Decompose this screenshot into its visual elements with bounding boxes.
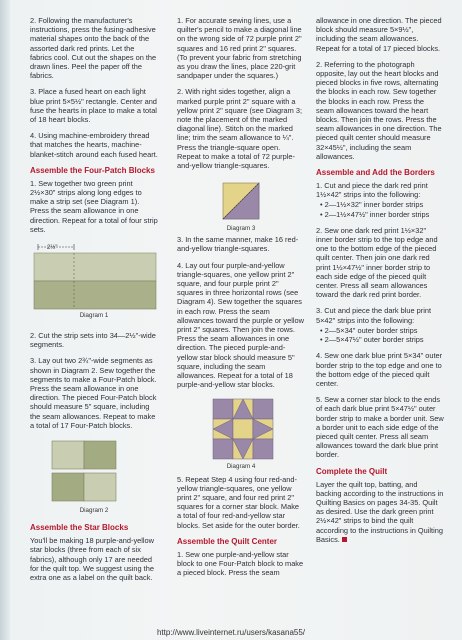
- column-middle: [177, 16, 305, 584]
- borders-step-1-item-1: • 2—1½×32" inner border strips: [320, 200, 424, 210]
- borders-step-1: 1. Cut and piece the dark red print 1½×42" strips into the following:: [316, 181, 428, 200]
- diagram-2: [30, 437, 158, 517]
- diagram-4-illustration: [177, 397, 305, 463]
- diagram-2-illustration: [30, 437, 158, 507]
- four-patch-step-3: 3. Lay out two 2¾"-wide segments as shown in Diagram 2. Sew together the segments to make a Four-Patch block. Press the seam allowance in one direction. The pieced Four-Patch block should measure 5" square, including the seam allowances. Repeat to make a total of 17 Four-Patch blocks.: [30, 356, 157, 430]
- star-step-3: 3. In the same manner, make 16 red-and-yellow triangle-squares.: [177, 235, 299, 254]
- heading-star-blocks: Assemble the Star Blocks: [30, 523, 129, 533]
- borders-step-2: 2. Sew one dark red print 1½×32" inner border strip to the top edge and one to the bottom edge of the pieced quilt center. Then join one dark red print 1½×47½" inner border strip to each side edge of the pieced quilt center. Press all seam allowances toward the dark red print border.: [316, 225, 438, 300]
- step-4-text: 4. Using machine-embroidery thread that matches the hearts, machine-blanket-stitch around each fused heart.: [30, 131, 158, 159]
- end-of-article-mark: [342, 537, 347, 542]
- star-step-4: 4. Lay out four purple-and-yellow triangle-squares, one yellow print 2" square, and four purple print 2" squares in three horizontal rows (see Diagram 4). Sew together the squares in each row. Press the seam allowances toward the purple or yellow print 2" squares. Then join the rows. Press the seam allowances in one direction. The pieced purple-and-yellow star block should measure 5" square, including the seam allowances. Repeat for a total of 18 purple-and-yellow star blocks.: [177, 260, 304, 390]
- diagram-3-caption: Diagram 3: [226, 225, 256, 233]
- star-step-5: 5. Repeat Step 4 using four red-and-yellow triangle-squares, one yellow print 2" square, and four red print 2" squares for a corner star block. Make a total of four red-and-yellow star blocks. Set aside for the outer border.: [177, 474, 300, 530]
- borders-step-3-item-2: • 2—5×47½" outer border strips: [320, 335, 424, 345]
- center-step-1-continued: allowance in one direction. The pieced block should measure 5×9½", including the seam allowances. Repeat for a total of 17 pieced blocks.: [316, 16, 442, 53]
- heading-quilt-center: Assemble the Quilt Center: [177, 536, 278, 546]
- step-2-text: 2. Following the manufacturer's instructions, press the fusing-adhesive material shapes onto the back of the assorted dark red prints. Let the fabrics cool. Cut out the shapes on the drawn lines. Peel the paper off the fabrics.: [30, 16, 157, 81]
- heading-borders: Assemble and Add the Borders: [316, 168, 435, 178]
- column-right: [316, 16, 444, 544]
- center-step-1: 1. Sew one purple-and-yellow star block to one Four-Patch block to make a pieced block. Press the seam: [177, 549, 304, 578]
- diagram-1-caption: Diagram 1: [79, 312, 109, 320]
- borders-step-3: 3. Cut and piece the dark blue print 5×42" strips into the following:: [316, 306, 432, 325]
- diagram-1-dimension: 2½": [47, 245, 58, 252]
- page-gutter-shadow: [0, 0, 10, 640]
- diagram-1: [30, 241, 158, 331]
- diagram-1-illustration: [30, 241, 158, 321]
- diagram-3-illustration: [177, 177, 305, 225]
- diagram-4: [177, 397, 305, 475]
- borders-step-5: 5. Sew a corner star block to the ends of each dark blue print 5×47½" outer border strip to make a border unit. Sew a border unit to each side edge of the pieced quilt center. Press all seam allowances toward the dark blue print border.: [316, 395, 444, 460]
- diagram-4-caption: Diagram 4: [226, 462, 256, 470]
- diagram-2-caption: Diagram 2: [79, 507, 109, 515]
- borders-step-4: 4. Sew one dark blue print 5×34" outer border strip to the top edge and one to the bottom edge of the pieced quilt center.: [316, 351, 443, 388]
- borders-step-3-item-1: • 2—5×34" outer border strips: [320, 325, 418, 335]
- star-blocks-intro: You'll be making 18 purple-and-yellow star blocks (three from each of six fabrics), although only 17 are needed for the quilt top. We suggest using the extra one as a label on the quilt back.: [30, 536, 154, 582]
- heading-complete-quilt: Complete the Quilt: [316, 466, 388, 476]
- four-patch-step-2: 2. Cut the strip sets into 34—2½"-wide segments.: [30, 331, 156, 350]
- source-watermark: http://www.liveinternet.ru/users/kasana55/: [156, 628, 306, 637]
- complete-quilt-text: [316, 480, 444, 544]
- borders-step-1-item-2: • 2—1½×47½" inner border strips: [320, 209, 430, 219]
- four-patch-step-1: 1. Sew together two green print 2½×30" strips along long edges to make a strip set (see Diagram 1). Press the seam allowance in one direction. Repeat for a total of four strip sets.: [30, 178, 158, 234]
- center-step-2: 2. Referring to the photograph opposite, lay out the heart blocks and pieced blocks in five rows, alternating the blocks in each row. Sew together the blocks in each row. Press the seam allowances toward the heart blocks. Then join the rows. Press the seam allowances in one direction. The pieced quilt center should measure 32×45½", including the seam allowances.: [316, 59, 442, 161]
- column-left: [30, 16, 158, 589]
- step-3-text: 3. Place a fused heart on each light blue print 5×5½" rectangle. Center and fuse the hearts in place to make a total of 18 heart blocks.: [30, 87, 157, 125]
- star-step-1: 1. For accurate sewing lines, use a quilter's pencil to make a diagonal line on the wrong side of 72 purple print 2" squares and 16 red print 2" squares. (To prevent your fabric from stretching as you draw the lines, place 220-grit sandpaper under the squares.): [177, 16, 302, 81]
- heading-four-patch: Assemble the Four-Patch Blocks: [30, 165, 155, 175]
- star-step-2: 2. With right sides together, align a marked purple print 2" square with a yellow print 2" square (see Diagram 3; note the placement of the marked diagonal line). Stitch on the marked line; trim the seam allowance to ¼". Press the triangle-square open. Repeat to make a total of 72 purple-and-yellow triangle-squares.: [177, 87, 303, 171]
- complete-quilt-body: Layer the quilt top, batting, and backing according to the instructions in Quilting Basics on pages 34-35. Quilt as desired. Use the dark green print 2½×42" strips to bind the quilt according to the instructions in Quilting Basics.: [316, 479, 444, 544]
- diagram-3: [177, 177, 305, 235]
